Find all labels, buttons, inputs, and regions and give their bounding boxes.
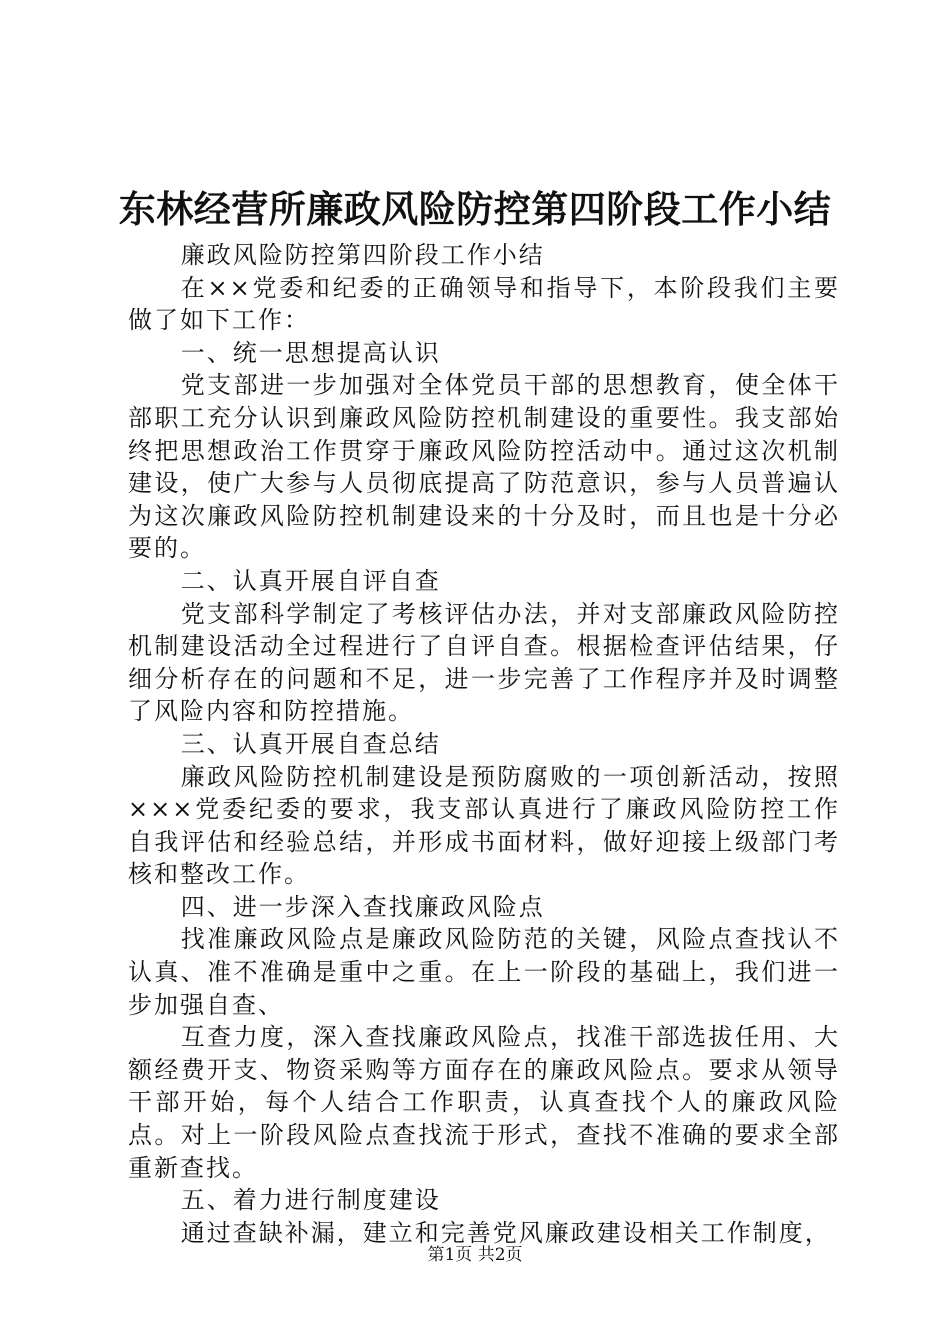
section-heading-2: 二、认真开展自评自查 bbox=[180, 566, 441, 595]
intro-paragraph: 在××党委和纪委的正确领导和指导下，本阶段我们主要做了如下工作： bbox=[128, 273, 840, 335]
section-heading-5: 五、着力进行制度建设 bbox=[180, 1186, 441, 1215]
section-heading-1: 一、统一思想提高认识 bbox=[180, 338, 441, 367]
section-paragraph-5: 通过查缺补漏，建立和完善党风廉政建设相关工作制度， bbox=[180, 1218, 831, 1247]
section-paragraph-1: 党支部进一步加强对全体党员干部的思想教育，使全体干部职工充分认识到廉政风险防控机制建设的重要性。我支部始终把思想政治工作贯穿于廉政风险防控活动中。通过这次机制建设，使广大参与人员彻底提高了防范意识，参与人员普遍认为这次廉政风险防控机制建设来的十分及时，而且也是十分必要的。 bbox=[128, 371, 840, 563]
section-heading-3: 三、认真开展自查总结 bbox=[180, 729, 441, 758]
section-paragraph-3: 廉政风险防控机制建设是预防腐败的一项创新活动，按照×××党委纪委的要求，我支部认真进行了廉政风险防控工作自我评估和经验总结，并形成书面材料，做好迎接上级部门考核和整改工作。 bbox=[128, 762, 840, 889]
section-paragraph-4a: 找准廉政风险点是廉政风险防范的关键，风险点查找认不认真、准不准确是重中之重。在上一阶段的基础上，我们进一步加强自查、 bbox=[128, 925, 840, 1019]
subtitle-paragraph: 廉政风险防控第四阶段工作小结 bbox=[180, 241, 545, 269]
section-paragraph-4b: 互查力度，深入查找廉政风险点，找准干部选拔任用、大额经费开支、物资采购等方面存在的廉政风险点。要求从领导干部开始，每个人结合工作职责，认真查找个人的廉政风险点。对上一阶段风险点查找流于形式，查找不准确的要求全部重新查找。 bbox=[128, 1023, 840, 1182]
section-paragraph-2: 党支部科学制定了考核评估办法，并对支部廉政风险防控机制建设活动全过程进行了自评自查。根据检查评估结果，仔细分析存在的问题和不足，进一步完善了工作程序并及时调整了风险内容和防控措施。 bbox=[128, 599, 840, 726]
document-title: 东林经营所廉政风险防控第四阶段工作小结 bbox=[118, 187, 832, 231]
page-footer: 第1页 共2页 bbox=[427, 1245, 523, 1265]
section-heading-4: 四、进一步深入查找廉政风险点 bbox=[180, 892, 545, 921]
document-body bbox=[128, 239, 840, 1249]
